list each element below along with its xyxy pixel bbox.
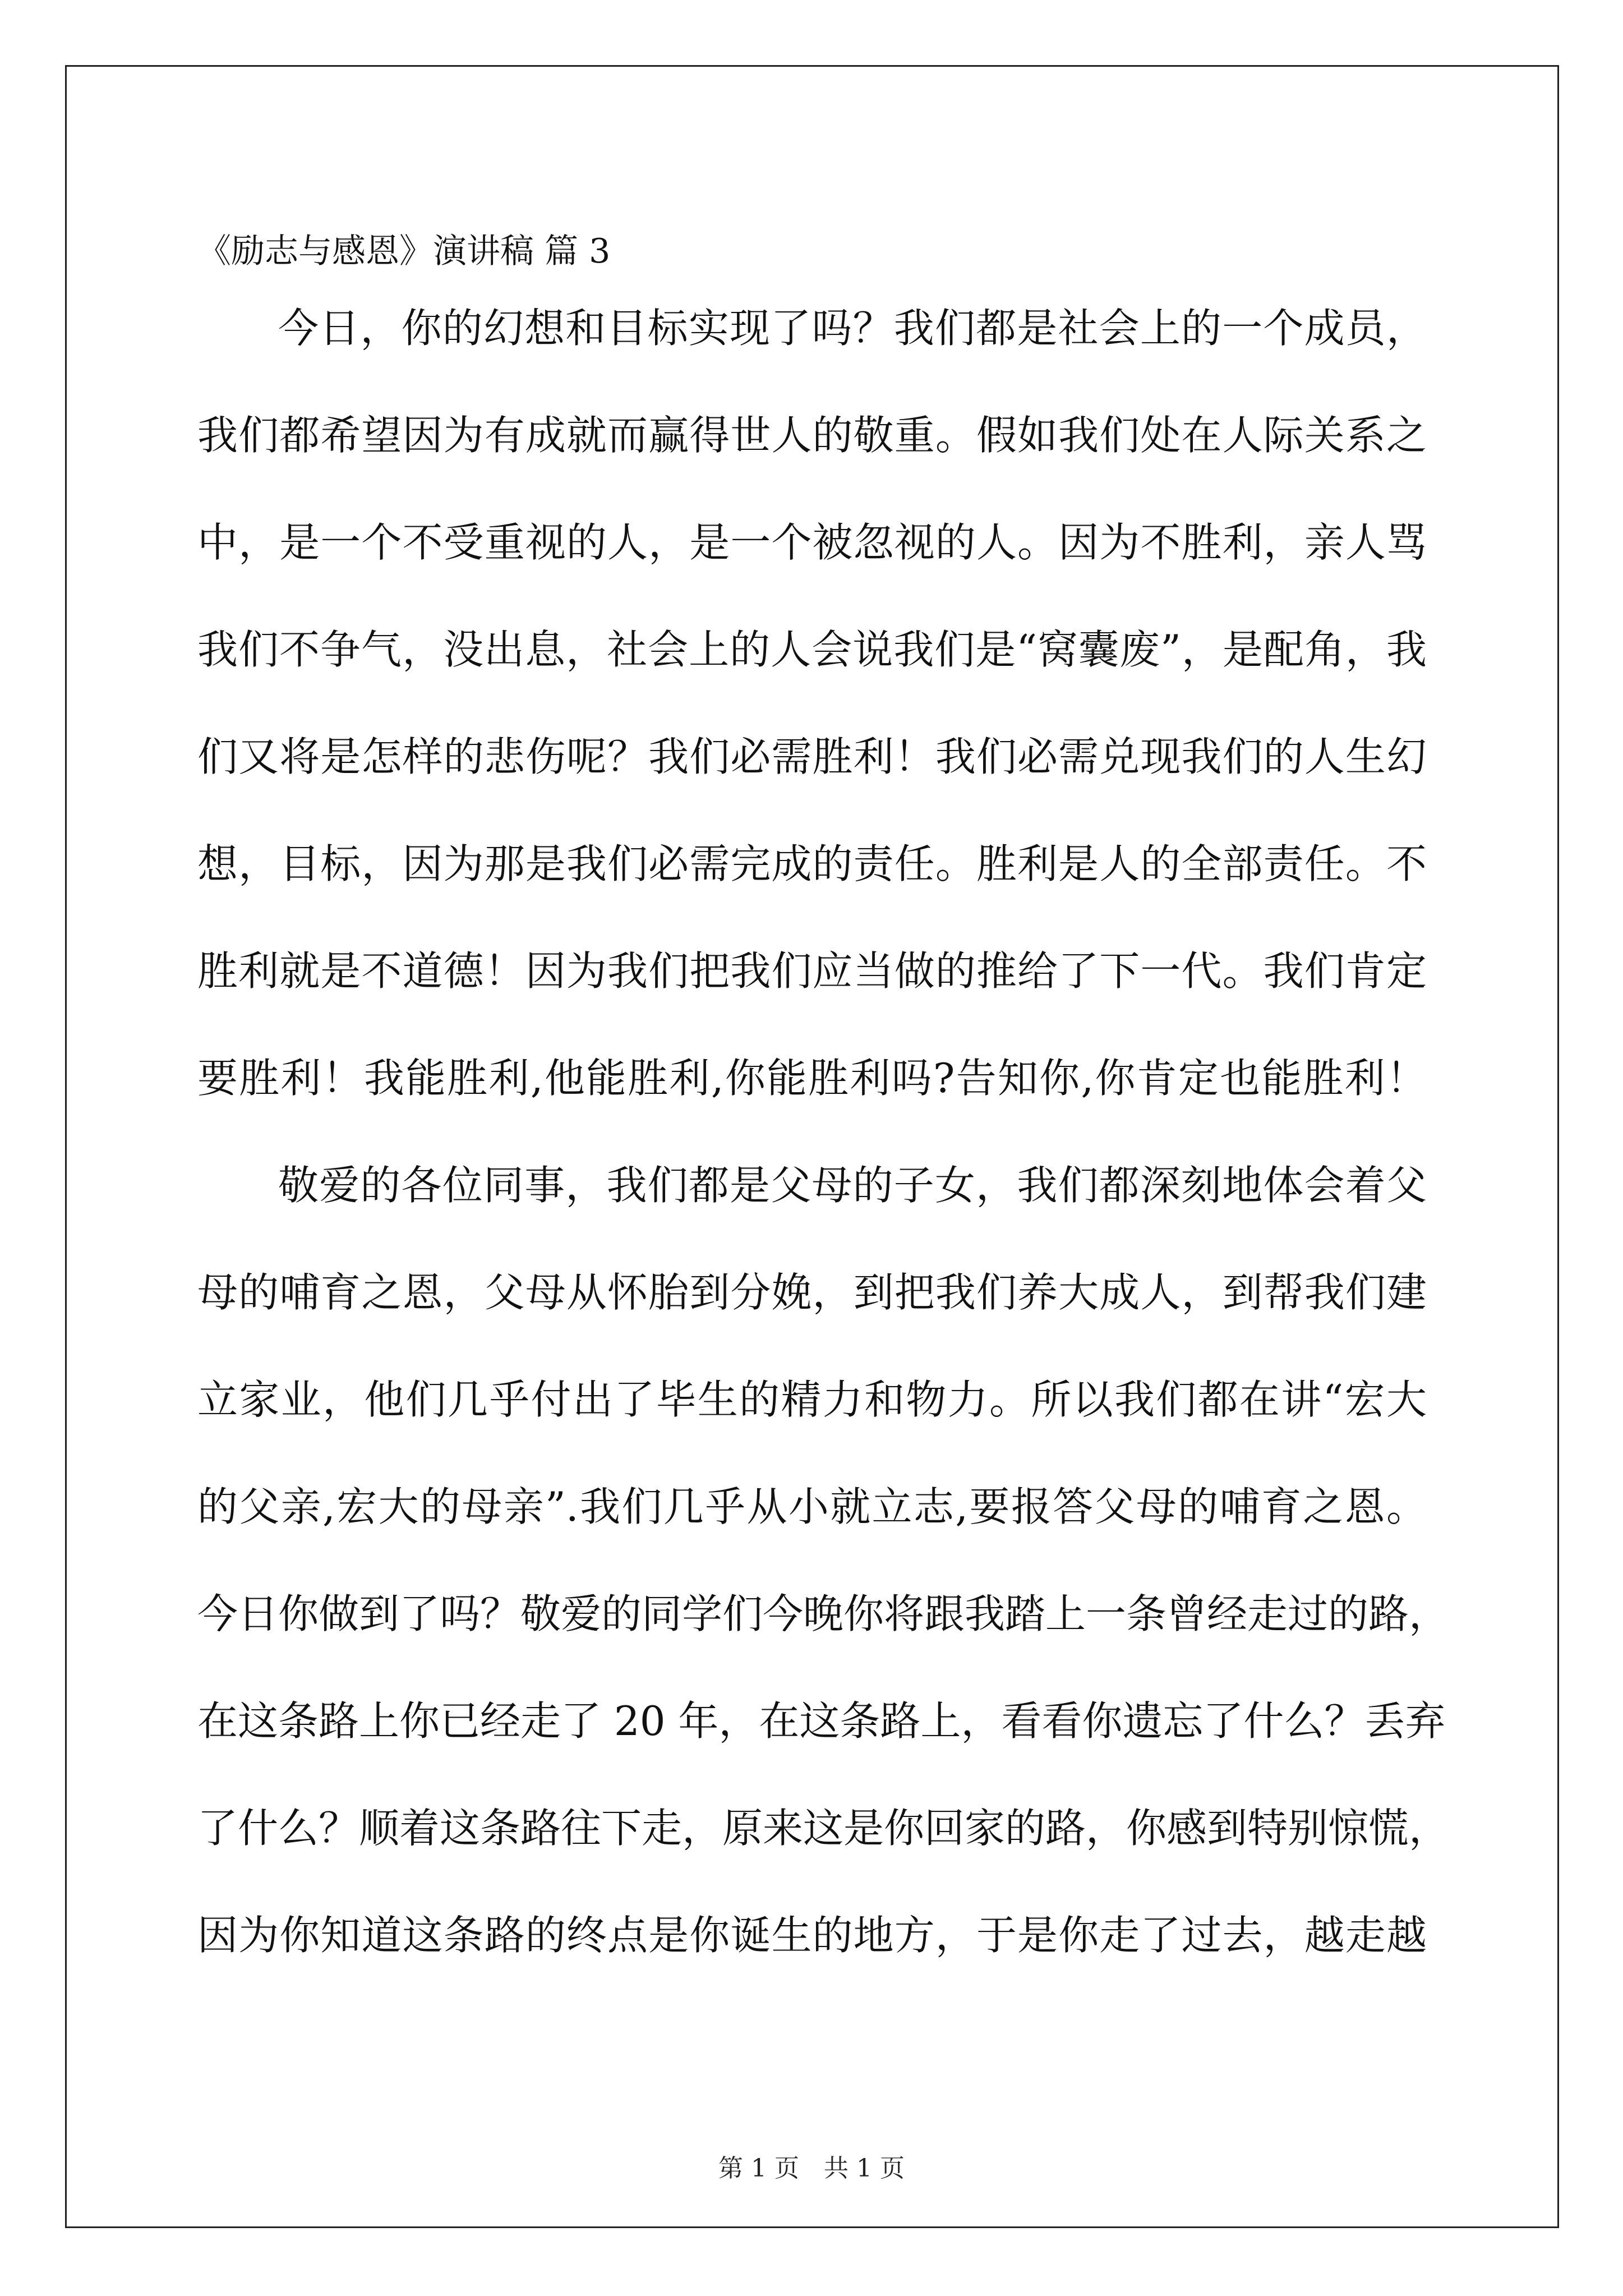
document-title: 《励志与感恩》演讲稿 篇 3 — [197, 232, 611, 271]
paragraph-1-line-3: 中，是一个不受重视的人，是一个被忽视的人。因为不胜利，亲人骂 — [197, 519, 1427, 566]
paragraph-2-line-4: 的父亲,宏大的母亲”.我们几乎从小就立志,要报答父母的哺育之恩。 — [197, 1483, 1427, 1530]
paragraph-1-line-5: 们又将是怎样的悲伤呢？我们必需胜利！我们必需兑现我们的人生幻 — [197, 733, 1427, 780]
paragraph-2-line-2: 母的哺育之恩，父母从怀胎到分娩，到把我们养大成人，到帮我们建 — [197, 1269, 1427, 1316]
page-border — [65, 65, 1559, 2228]
paragraph-1-line-4: 我们不争气，没出息，社会上的人会说我们是“窝囊废”，是配角，我 — [197, 626, 1427, 673]
paragraph-2-line-1: 敬爱的各位同事，我们都是父母的子女，我们都深刻地体会着父 — [278, 1162, 1427, 1209]
paragraph-1-line-2: 我们都希望因为有成就而赢得世人的敬重。假如我们处在人际关系之 — [197, 412, 1427, 459]
paragraph-1-line-1: 今日，你的幻想和目标实现了吗？我们都是社会上的一个成员， — [278, 305, 1427, 352]
paragraph-1-line-8: 要胜利！我能胜利,他能胜利,你能胜利吗?告知你,你肯定也能胜利！ — [197, 1055, 1427, 1102]
paragraph-1-line-7: 胜利就是不道德！因为我们把我们应当做的推给了下一代。我们肯定 — [197, 947, 1427, 995]
paragraph-2-line-8: 因为你知道这条路的终点是你诞生的地方，于是你走了过去，越走越 — [197, 1912, 1427, 1959]
page-footer: 第 1 页 共 1 页 — [718, 2154, 905, 2183]
paragraph-2-line-3: 立家业，他们几乎付出了毕生的精力和物力。所以我们都在讲“宏大 — [197, 1376, 1427, 1423]
paragraph-2-line-5: 今日你做到了吗？敬爱的同学们今晚你将跟我踏上一条曾经走过的路， — [197, 1590, 1450, 1637]
paragraph-1-line-6: 想，目标，因为那是我们必需完成的责任。胜利是人的全部责任。不 — [197, 840, 1427, 887]
paragraph-2-line-6: 在这条路上你已经走了 20 年，在这条路上，看看你遗忘了什么？丢弃 — [197, 1697, 1446, 1745]
paragraph-2-line-7: 了什么？顺着这条路往下走，原来这是你回家的路，你感到特别惊慌， — [197, 1805, 1450, 1852]
